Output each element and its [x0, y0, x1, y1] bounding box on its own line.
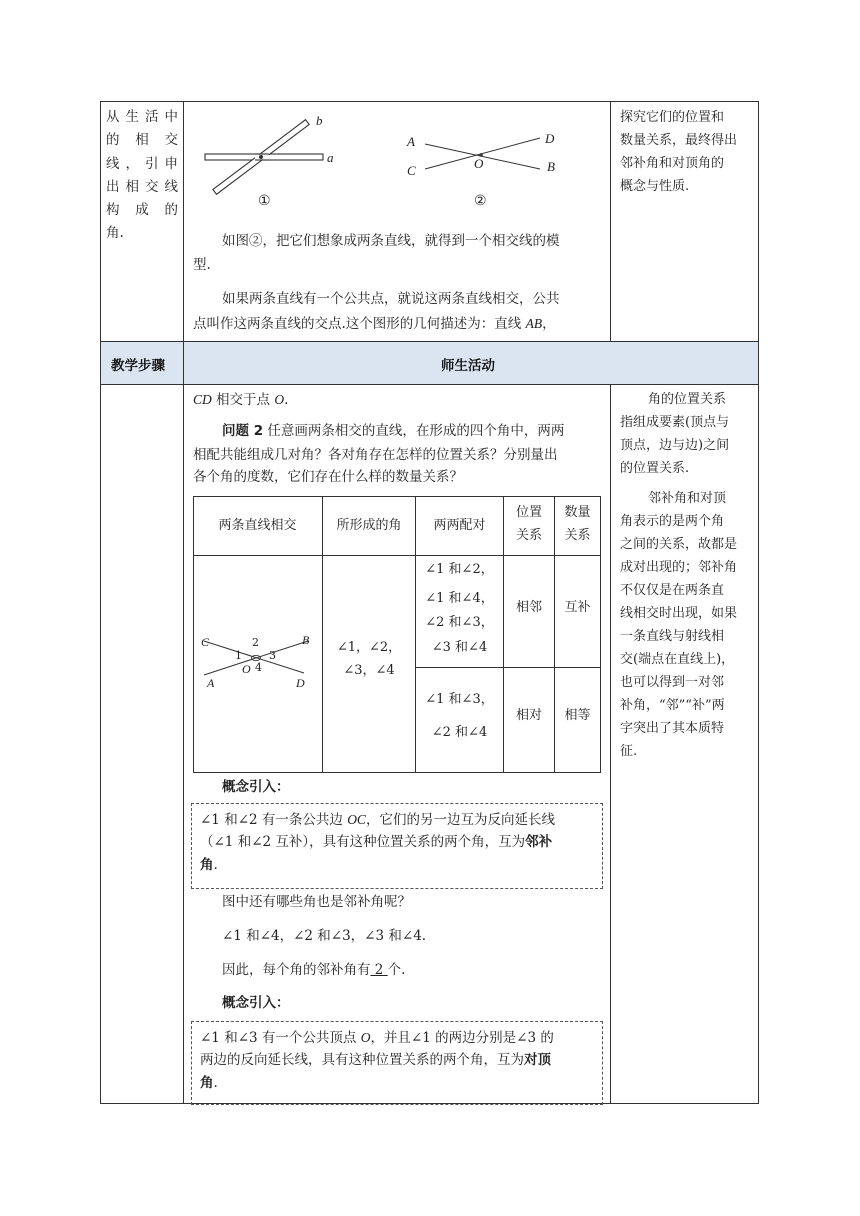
left-line: 出相交线	[106, 178, 178, 195]
concept-2-heading: 概念引入：	[222, 995, 290, 1011]
opposite-pairs: ∠1 和∠3， ∠2 和∠4	[425, 692, 494, 740]
fig2-label-B: B	[547, 159, 555, 174]
text: ，	[542, 316, 556, 332]
fig1-caption: ①	[258, 193, 271, 209]
inner-table	[193, 496, 601, 773]
angles-list: ∠1，∠2， ∠3，∠4	[336, 640, 402, 678]
left-line: 构 成 的	[106, 202, 178, 219]
diagram-label-C: C	[201, 635, 210, 649]
answer-blank: 2	[370, 962, 388, 978]
right-note-1: 角的位置关系 指组成要素(顶点与 顶点，边与边)之间 的位置关系.	[620, 392, 730, 476]
fig1-label-b: b	[316, 113, 323, 128]
col-header-quantity: 数量 关系	[564, 505, 591, 543]
top-para-2-line-1: 如果两条直线有一个公共点，就说这两条直线相交，公共	[222, 291, 560, 307]
diagram-angle-3: 3	[269, 649, 276, 662]
concept-2-line-2: 两边的反向延长线，具有这种位置关系的两个角，互为对顶	[200, 1052, 551, 1068]
fig2-label-D: D	[545, 131, 555, 146]
position-opposite: 相对	[515, 708, 542, 723]
quantity-adjacent: 互补	[564, 600, 591, 615]
term-adjacent-supplementary: 邻补	[525, 834, 553, 850]
col-header-position: 位置 关系	[515, 505, 542, 543]
concept-2-line-1: ∠1 和∠3 有一个公共顶点 O，并且∠1 的两边分别是∠3 的	[200, 1030, 554, 1046]
text: .	[284, 392, 289, 408]
concept-1-line-1: ∠1 和∠2 有一条公共边 OC，它们的另一边互为反向延长线	[200, 812, 555, 828]
right-line: 概念与性质.	[620, 179, 690, 194]
top-para-1-line-2: 型.	[193, 257, 211, 273]
col-divider-2-bottom	[610, 384, 611, 1104]
right-line: 邻补角和对顶角的	[620, 156, 725, 171]
header-steps: 教学步骤	[111, 358, 165, 374]
col-divider-1	[183, 101, 184, 1104]
diagram-angle-2: 2	[252, 636, 259, 649]
fig2-label-A: A	[407, 134, 415, 149]
top-left-cell	[106, 106, 178, 246]
right-line: 数量关系，最终得出	[620, 133, 738, 148]
row-divider-b	[100, 384, 759, 385]
text: 相交于点	[211, 392, 275, 408]
text: 任意画两条相交的直线，在形成的四个角中，两两	[263, 423, 565, 439]
var-O: O	[360, 1030, 371, 1045]
diagram-angle-4: 4	[255, 661, 262, 674]
outer-right-border	[758, 101, 759, 1104]
concept-1-heading: 概念引入：	[222, 779, 290, 795]
col-header-lines: 两条直线相交	[218, 518, 297, 533]
diagram-label-B: B	[302, 633, 310, 647]
fig2-label-O: O	[474, 156, 484, 171]
left-line: 线，引申	[106, 155, 178, 172]
fig2-caption: ②	[474, 193, 487, 209]
concept-2-line-3: 角.	[200, 1075, 218, 1091]
question-2-line-3: 各个角的度数，它们存在什么样的数量关系？	[193, 469, 463, 485]
main-line-1	[193, 388, 288, 412]
top-right-cell	[620, 106, 755, 198]
col-header-pairs: 两两配对	[433, 518, 486, 533]
outer-top-border	[100, 101, 759, 102]
var-OC: OC	[347, 812, 366, 827]
concept-1-line-2: （∠1 和∠2 互补），具有这种位置关系的两个角，互为邻补	[200, 834, 553, 850]
top-para-1-line-1: 如图②，把它们想象成两条直线，就得到一个相交线的模	[222, 233, 560, 249]
diagram-angle-1: 1	[235, 649, 242, 662]
var-CD: CD	[193, 392, 212, 407]
followup-question: 图中还有哪些角也是邻补角呢？	[222, 894, 411, 910]
question-label: 问题 2	[222, 423, 264, 439]
fig1-label-a: a	[327, 150, 334, 165]
followup-answer: ∠1 和∠4，∠2 和∠3，∠3 和∠4.	[222, 928, 427, 944]
var-AB: AB	[525, 316, 543, 331]
question-2-line-2: 相配共能组成几对角？各对角存在怎样的位置关系？分别量出	[193, 447, 558, 463]
left-line: 从生活中	[106, 109, 178, 125]
adjacent-pairs: ∠1 和∠2， ∠1 和∠4， ∠2 和∠3， ∠3 和∠4	[425, 562, 494, 655]
diagram-label-O: O	[242, 662, 251, 676]
quantity-opposite: 相等	[564, 708, 591, 723]
position-adjacent: 相邻	[515, 600, 542, 615]
right-line: 探究它们的位置和	[620, 110, 725, 125]
diagram-label-A: A	[207, 676, 215, 690]
col-divider-2-top	[610, 101, 611, 342]
fig2-label-C: C	[407, 163, 416, 178]
left-line: 角.	[106, 225, 124, 242]
right-note-2: 邻补角和对顶 角表示的是两个角 之间的关系，故都是 成对出现的；邻补角 不仅仅是在两条直 线相交时出现，如果 一条直线与射线相 交(端点在直线上)， 也可以得到一对邻 补角，“邻”“补”两 字突出了其本质特 征.	[620, 491, 738, 759]
diagram-label-D: D	[296, 676, 305, 690]
outer-left-border	[100, 101, 101, 1104]
figure-2	[408, 130, 553, 180]
followup-conclusion: 因此，每个角的邻补角有 2 个.	[222, 962, 406, 978]
var-O: O	[274, 392, 285, 407]
text: 点叫作这两条直线的交点.这个图形的几何描述为：直线	[193, 316, 526, 332]
question-2-line-1	[222, 420, 564, 443]
col-header-angles: 所形成的角	[336, 518, 402, 533]
term-vertical-angles: 对顶	[524, 1052, 551, 1068]
header-activity: 师生活动	[441, 358, 495, 374]
top-para-2-line-2	[193, 312, 556, 336]
concept-1-line-3: 角.	[200, 857, 218, 873]
left-line: 的 相 交	[106, 132, 178, 149]
